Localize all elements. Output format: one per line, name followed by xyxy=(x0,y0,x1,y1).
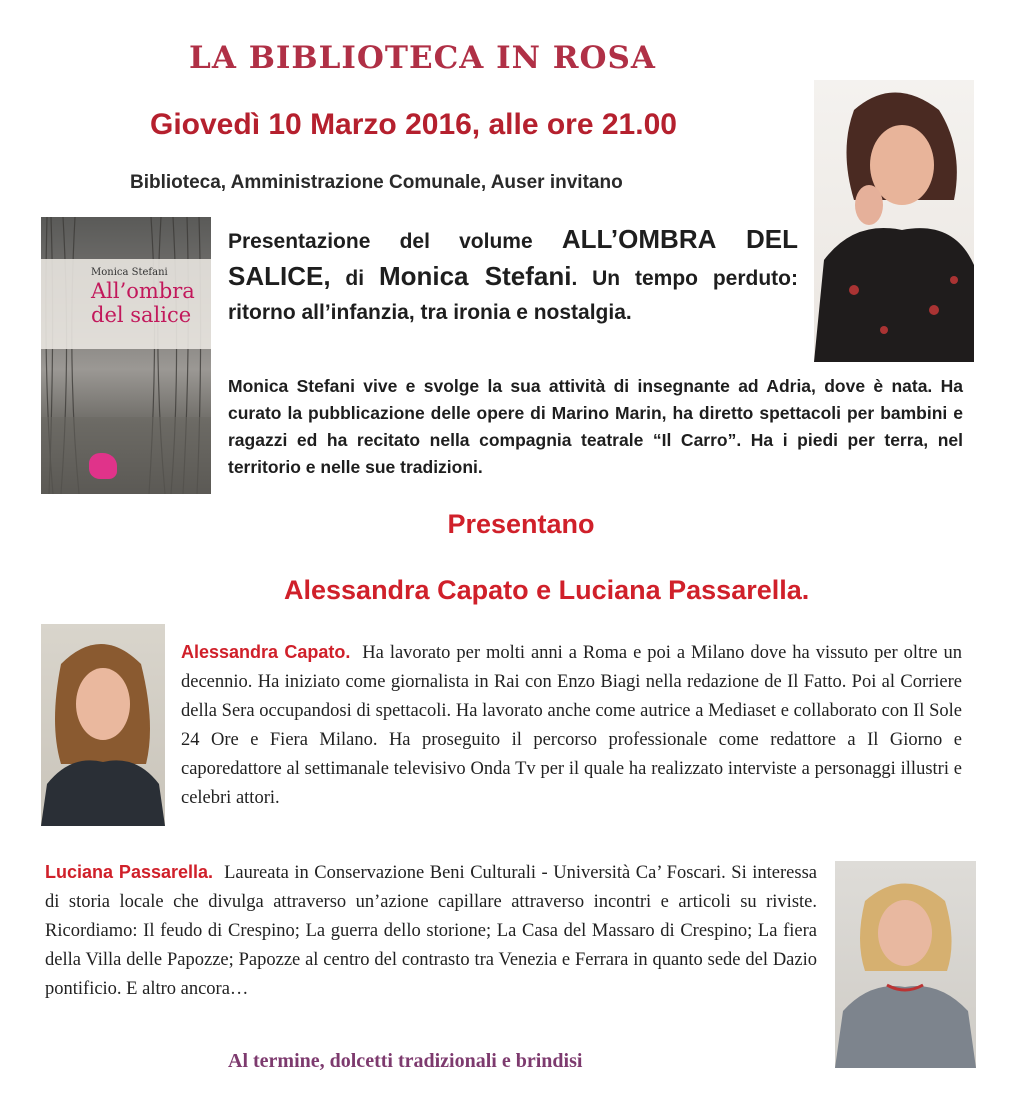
passarella-portrait-graphic xyxy=(835,861,976,1068)
presentation-intro: Presentazione del volume xyxy=(228,230,562,253)
cover-pink-figure xyxy=(89,453,117,479)
capato-photo xyxy=(41,624,165,826)
cover-author: Monica Stefani xyxy=(91,267,168,278)
passarella-bio: Laureata in Conservazione Beni Culturali - Università Ca’ Foscari. Si interessa di storia locale che divulga attraverso un’azione capillare attraverso incontri e articoli su riviste. Ricordiamo: Il feudo di Crespino; La guerra dello storione; La Casa del Massaro di Crespino; La fiera della Villa delle Papozze; Papozze al centro del contrasto tra Venezia e Ferrara in quanto sede del Dazio pontificio. E altro ancora… xyxy=(45,863,817,999)
presentation-tagline: . Un tempo perduto: ritorno all’infanzia, tra ironia e nostalgia. xyxy=(228,267,798,324)
closing-note: Al termine, dolcetti tradizionali e brindisi xyxy=(228,1050,583,1072)
presenters-heading: Presentano xyxy=(447,509,595,539)
author-bio: Monica Stefani vive e svolge la sua attività di insegnante ad Adria, dove è nata. Ha curato la pubblicazione delle opere di Marino Marin, ha diretto spettacoli per bambini e ragazzi ed ha recitato nella compagnia teatrale “Il Carro”. Ha i piedi per terra, nel territorio e nelle sue tradizioni. xyxy=(228,376,963,477)
presenters-names: Alessandra Capato e Luciana Passarella. xyxy=(284,575,810,605)
event-date: Giovedì 10 Marzo 2016, alle ore 21.00 xyxy=(150,108,677,141)
passarella-photo xyxy=(835,861,976,1068)
capato-name: Alessandra Capato. xyxy=(181,642,351,662)
presentation-paragraph xyxy=(228,222,798,330)
invite-line: Biblioteca, Amministrazione Comunale, Auser invitano xyxy=(130,172,623,193)
cover-title: All’ombra del salice xyxy=(91,279,195,327)
presentation-book-title: ALL’OMBRA DEL SALICE, xyxy=(228,224,798,291)
capato-portrait-graphic xyxy=(41,624,165,826)
presentation-by: di xyxy=(330,267,379,290)
passarella-bio-paragraph xyxy=(45,858,817,1004)
passarella-name: Luciana Passarella. xyxy=(45,862,214,882)
presentation-author: Monica Stefani xyxy=(378,261,572,291)
capato-bio-paragraph xyxy=(181,638,962,813)
book-cover-image xyxy=(41,217,211,494)
event-series-title: LA BIBLIOTECA IN ROSA xyxy=(189,40,656,76)
author-portrait-graphic xyxy=(814,80,974,362)
author-photo xyxy=(814,80,974,362)
capato-bio: Ha lavorato per molti anni a Roma e poi a Milano dove ha vissuto per oltre un decennio. Ha iniziato come giornalista in Rai con Enzo Biagi nella redazione de Il Fatto. Poi al Corriere della Sera occupandosi di spettacoli. Ha lavorato anche come autrice a Mediaset e collaborato con Il Sole 24 Ore e Fiera Milano. Ha proseguito il percorso professionale come redattore a Il Giorno e caporedattore al settimanale televisivo Onda Tv per il quale ha realizzato interviste a personaggi illustri e celebri attori. xyxy=(181,643,963,808)
